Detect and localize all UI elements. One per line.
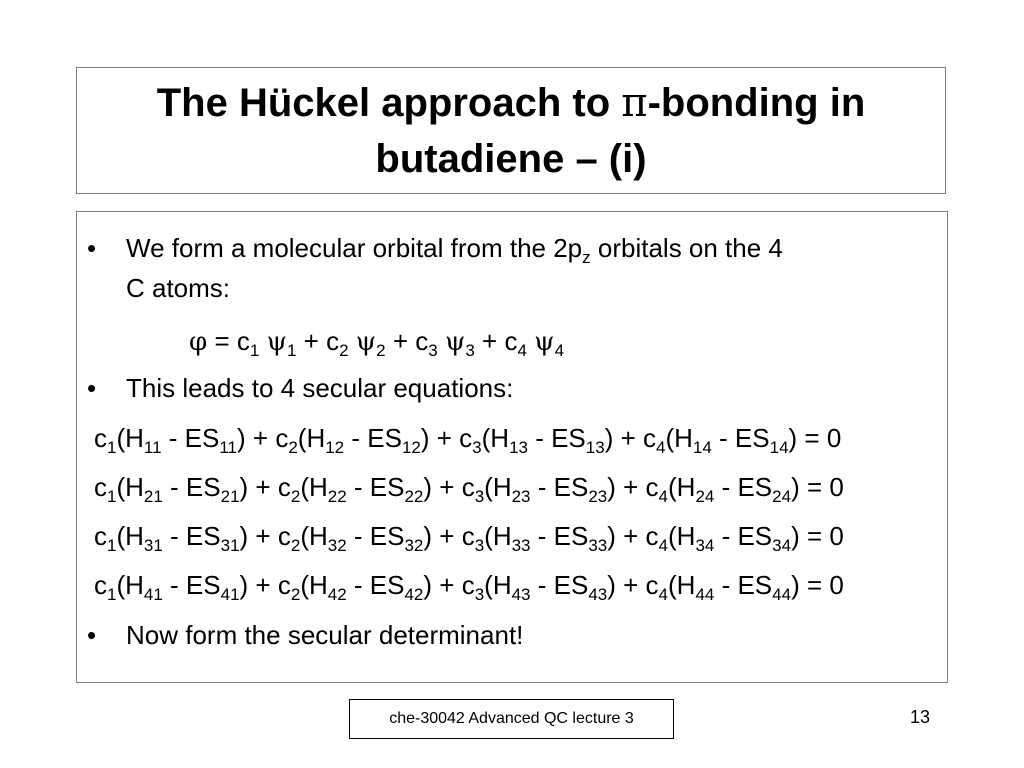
- bullet-marker: •: [87, 233, 97, 263]
- bullet-3-text: Now form the secular determinant!: [126, 620, 524, 650]
- pi-symbol: π: [621, 79, 648, 126]
- bullet-1-continuation: C atoms:: [126, 273, 231, 303]
- title-line-2: butadiene – (i): [375, 136, 647, 181]
- footer-course-label: che-30042 Advanced QC lecture 3: [349, 699, 674, 739]
- content-box: [76, 211, 948, 683]
- phi-equation: $\varphi = c_1$ $\psi_1 + c_2$ $\psi_2 + c_3$ $\psi_3 + c_4$ $\psi_4$: [189, 326, 565, 360]
- slide-title: [76, 67, 946, 194]
- secular-equation-3: $c_1(H_{31} - ES_{31}) + c_2(H_{32} - ES_{32}) + c_3(H_{33} - ES_{33}) + c_4(H_{34} - ES_{34}) = 0$: [94, 521, 844, 555]
- title-line-1: The Hückel approach to π-bonding in: [156, 79, 866, 126]
- bullet-2-text: This leads to 4 secular equations:: [126, 373, 514, 403]
- secular-equation-1: $c_1(H_{11} - ES_{11}) + c_2(H_{12} - ES_{12}) + c_3(H_{13} - ES_{13}) + c_4(H_{14} - ES_{14}) = 0$: [94, 423, 842, 457]
- secular-equation-4: $c_1(H_{41} - ES_{41}) + c_2(H_{42} - ES_{42}) + c_3(H_{43} - ES_{43}) + c_4(H_{44} - ES_{44}) = 0$: [94, 570, 844, 604]
- secular-equation-2: $c_1(H_{21} - ES_{21}) + c_2(H_{22} - ES_{22}) + c_3(H_{23} - ES_{23}) + c_4(H_{24} - ES_{24}) = 0$: [94, 472, 844, 506]
- bullet-marker: •: [87, 620, 97, 650]
- page-number: 13: [910, 707, 931, 727]
- bullet-1-text: We form a molecular orbital from the $2p_z$ orbitals on the 4: [126, 233, 783, 267]
- bullet-marker: •: [87, 373, 97, 403]
